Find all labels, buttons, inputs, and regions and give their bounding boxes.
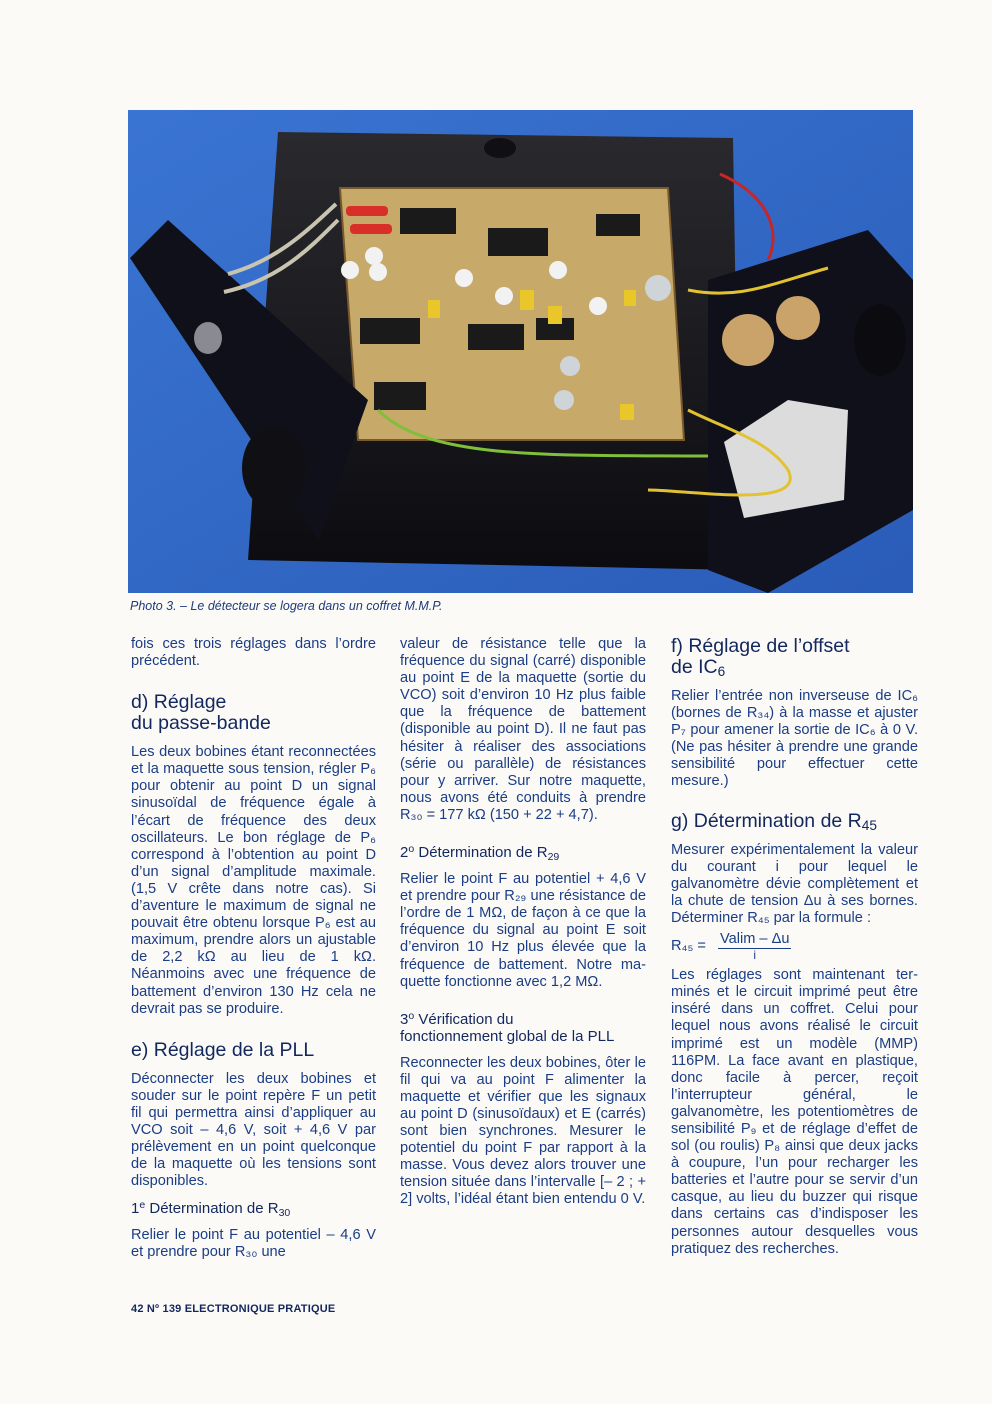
heading-subscript: 30 [278,1207,291,1220]
heading-text: Détermination de R [414,844,548,862]
formula-numerator: Valim – Δu [718,931,792,949]
heading-line: de IC [671,656,718,678]
heading-line: f) Réglage de l’offset [671,635,850,657]
paragraph: valeur de résistance telle que la fréquence du signal (carré) disponible au point E de la maquette (sortie du VCO) soit d’environ 10 Hz plus faible que la fréquence de battement (disponible au point D). Il ne faut pas hésiter à réaliser des associations (série ou parallèle) de résistances pour y arriver. Sur notre maquette, nous avons été conduits à prendre R₃₀ = 177 kΩ (150 + 22 + 4,7). [400,636,646,823]
heading-ordinal: o [408,843,415,856]
paragraph: Relier le point F au potentiel – 4,6 V et prendre pour R₃₀ une [131,1227,376,1261]
section-heading-d [131,692,376,734]
paragraph: Les réglages sont maintenant terminés et le circuit imprimé peut être inséré dans un coffret. Celui pour lequel nous avons réalisé le circuit imprimé est un modèle (MMP) 116PM. La face avant en plastique, donc facile à percer, reçoit l’interrupteur général, le galvanomètre, les potentiomètres de sensibilité P₉ et de réglage d’effet de sol (ou roulis) P₈ ainsi que deux jacks à coupure, l’un pour recharger les batteries et l’autre pour se servir d’un casque, au lieu du buzzer qui risque dans certains cas d’indisposer les personnes autour desquelles vous pratiquez des recherches. [671,967,918,1257]
heading-subscript: 45 [861,817,877,833]
formula-fraction [718,931,792,961]
heading-subscript: 29 [547,851,560,864]
formula-r45 [671,931,918,961]
section-heading-f [671,636,918,678]
formula-lhs: R₄₅ = [671,937,706,954]
formula-denominator: i [753,948,757,963]
device-photo [128,110,913,593]
paragraph: Relier le point F au potentiel + 4,6 V et prendre pour R₂₉ une résistance de l’ordre de 1 MΩ, de façon à ce que la fréquence du signal au point E soit d’environ 10 Hz plus élevée que la fréquence de battement. Notre maquette fonctionne avec 1,2 MΩ. [400,871,646,990]
subsection-heading-1 [131,1199,376,1220]
heading-number: 3 [400,1010,409,1028]
section-heading-g [671,811,918,832]
paragraph: Relier l’entrée non inverseuse de IC₆ (bornes de R₃₄) à la masse et ajuster P₇ pour amener la sortie de IC₆ à 0 V. (Ne pas hésiter à prendre une grande sensibilité pour effectuer cette mesure.) [671,688,918,790]
paragraph: Déconnecter les deux bobines et souder sur le point repère F un petit fil qui permettra ainsi d’appliquer au VCO soit – 4,6 V, soit + 4,6 V par prélèvement en un point quelconque de la maquette où les tensions sont disponibles. [131,1070,376,1190]
page-footer: 42 Nº 139 ELECTRONIQUE PRATIQUE [131,1303,336,1315]
text-column-2 [400,636,646,1209]
heading-text: g) Détermination de R [671,809,862,832]
paragraph: fois ces trois réglages dans l’ordre précédent. [131,636,376,670]
paragraph: Les deux bobines étant reconnectées et la maquette sous tension, régler P₆ pour obtenir au point D un signal sinusoïdal de fréquence égale à l’écart de fréquence des deux oscillateurs. Le bon réglage de P₆ correspond à l’obtention au point D d’un signal d’amplitude maximale. (1,5 V crête dans notre cas). Si d’aventure le maximum de signal ne pouvait être obtenu lorsque P₆ est au maximum, prendre alors un ajustable de 2,2 kΩ au lieu de 1 kΩ. Néanmoins avec une fréquence de battement d’environ 130 Hz cela ne devrait pas se produire. [131,744,376,1017]
heading-text: Détermination de R [145,1200,279,1218]
section-heading-e: e) Réglage de la PLL [131,1038,315,1061]
heading-text: Vérification du [414,1010,514,1028]
heading-subscript: 6 [717,664,726,679]
paragraph: Reconnecter les deux bobines, ôter le fil qui va au point F alimenter la maquette et vérifier que les signaux au point D (sinusoïdaux) et E (carrés) sont bien synchrones. Mesurer le potentiel du point F par rapport à la masse. Vous devez alors trouver une tension située dans l’intervalle [– 2 ; + 2] volts, l’idéal étant bien entendu 0 V. [400,1054,646,1208]
paragraph: Mesurer expérimentalement la valeur du courant i pour lequel le galvanomètre dévie complètement et la chute de tension Δu à ses bornes. Déterminer R₄₅ par la formule : [671,841,918,926]
text-column-1 [131,636,376,1262]
heading-text: fonctionnement global de la PLL [400,1027,615,1045]
photo-caption: Photo 3. – Le détecteur se logera dans un coffret M.M.P. [130,599,443,613]
heading-ordinal: e [139,1199,146,1212]
heading-number: 2 [400,844,409,862]
subsection-heading-2 [400,843,646,864]
heading-line: d) Réglage [131,691,227,714]
heading-line: du passe-bande [131,712,271,735]
circuit-board-illustration [128,110,913,593]
heading-number: 1 [131,1200,140,1218]
heading-ordinal: o [408,1009,415,1022]
subsection-heading-3 [400,1011,646,1045]
text-column-3 [671,636,918,1258]
